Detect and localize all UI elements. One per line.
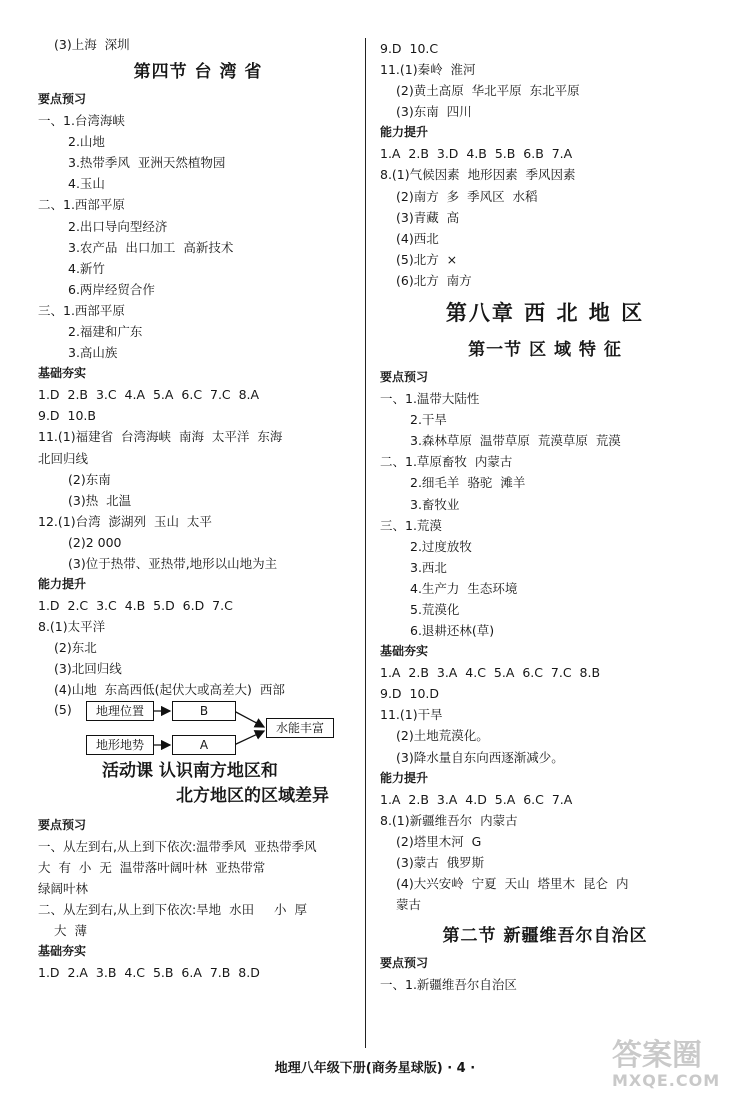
- activity-title-line1: 活动课 认识南方地区和: [102, 760, 278, 781]
- answer-line: 大 薄: [54, 922, 87, 938]
- answer-line: 1.A 2.B 3.A 4.D 5.A 6.C 7.A: [380, 791, 573, 807]
- box-a: A: [172, 735, 236, 755]
- answer-line: (2)土地荒漠化。: [396, 728, 489, 744]
- answer-line: 1.D 2.B 3.C 4.A 5.A 6.C 7.C 8.A: [38, 387, 260, 403]
- answer-line: (4)山地 东高西低(起伏大或高差大) 西部: [54, 682, 285, 698]
- answer-line: 北回归线: [38, 450, 89, 466]
- answer-line: 5.荒漠化: [410, 601, 460, 617]
- answer-line: (2)东南: [68, 471, 111, 487]
- answer-line: 一、1.新疆维吾尔自治区: [380, 977, 517, 993]
- arrow-line: [234, 731, 264, 745]
- answer-line: 1.A 2.B 3.D 4.B 5.B 6.B 7.A: [380, 146, 573, 162]
- answer-line: (2)黄土高原 华北平原 东北平原: [396, 83, 580, 99]
- answer-line: 8.(1)新疆维吾尔 内蒙古: [380, 812, 518, 828]
- answer-line: 一、1.温带大陆性: [380, 391, 480, 407]
- answer-line: (2)南方 多 季风区 水稻: [396, 188, 538, 204]
- answer-line: (3)热 北温: [68, 492, 132, 508]
- answer-line: 大 有 小 无 温带落叶阔叶林 亚热带常: [38, 859, 266, 875]
- watermark-url: MXQE.COM: [612, 1071, 721, 1090]
- subheading: 基础夯实: [380, 644, 429, 659]
- answer-line: 11.(1)秦岭 淮河: [380, 62, 476, 78]
- flow-diagram: [38, 701, 358, 759]
- subheading: 要点预习: [38, 817, 87, 832]
- box-geographic-location: 地理位置: [86, 701, 154, 721]
- answer-line: (3)位于热带、亚热带,地形以山地为主: [68, 555, 278, 571]
- box-b: B: [172, 701, 236, 721]
- section-title: 第四节 台 湾 省: [133, 62, 263, 83]
- subheading: 基础夯实: [38, 944, 87, 958]
- answer-line: 3.畜牧业: [410, 496, 460, 512]
- answer-line: (4)西北: [396, 230, 439, 246]
- answer-line: 4.生产力 生态环境: [410, 580, 518, 596]
- subheading: 能力提升: [380, 125, 429, 140]
- answer-line: (3)青藏 高: [396, 209, 460, 225]
- answer-line: 1.D 2.C 3.C 4.B 5.D 6.D 7.C: [38, 598, 233, 614]
- answer-line: 8.(1)气候因素 地形因素 季风因素: [380, 167, 576, 183]
- answer-line: 绿阔叶林: [38, 880, 89, 896]
- answer-line: (6)北方 南方: [396, 272, 472, 288]
- answer-line: 3.森林草原 温带草原 荒漠草原 荒漠: [410, 433, 621, 449]
- answer-line: (2)塔里木河 G: [396, 833, 482, 849]
- answer-line: 一、1.台湾海峡: [38, 113, 125, 129]
- answer-line: 一、从左到右,从上到下依次:温带季风 亚热带季风: [38, 838, 317, 854]
- answer-line: 三、1.荒漠: [380, 517, 442, 533]
- answer-line: 4.玉山: [68, 176, 105, 192]
- watermark-logo: [612, 1040, 720, 1090]
- answer-line: 8.(1)太平洋: [38, 619, 106, 635]
- answer-line: 6.两岸经贸合作: [68, 281, 155, 297]
- answer-line: 二、1.西部平原: [38, 197, 125, 213]
- section-title: 第二节 新疆维吾尔自治区: [442, 926, 648, 947]
- answer-line: (3)降水量自东向西逐渐减少。: [396, 749, 564, 765]
- box-hydropower: 水能丰富: [266, 718, 334, 738]
- box-terrain: 地形地势: [86, 735, 154, 755]
- answer-line: 1.D 2.A 3.B 4.C 5.B 6.A 7.B 8.D: [38, 965, 260, 980]
- answer-line: 蒙古: [396, 897, 422, 913]
- subheading: 要点预习: [380, 370, 429, 385]
- watermark-text: 答案圈: [612, 1038, 702, 1073]
- answer-line: (2)2 000: [68, 534, 122, 550]
- subheading: 要点预习: [38, 92, 87, 107]
- answer-line: 2.福建和广东: [68, 324, 143, 340]
- right-column: [380, 38, 710, 995]
- answer-line: 1.A 2.B 3.A 4.C 5.A 6.C 7.C 8.B: [380, 665, 601, 681]
- answer-line: 三、1.西部平原: [38, 302, 125, 318]
- answer-line: 4.新竹: [68, 260, 105, 276]
- activity-title-line2: 北方地区的区域差异: [176, 785, 329, 806]
- answer-line: 11.(1)干旱: [380, 707, 443, 723]
- arrow-line: [234, 711, 264, 727]
- answer-line: (4)大兴安岭 宁夏 天山 塔里木 昆仑 内: [396, 876, 629, 891]
- answer-line: 2.过度放牧: [410, 538, 472, 554]
- chapter-title: 第八章 西 北 地 区: [445, 301, 645, 326]
- answer-line: (2)东北: [54, 640, 97, 656]
- answer-line: 9.D 10.D: [380, 686, 440, 702]
- subheading: 能力提升: [38, 577, 87, 592]
- answer-line: (5): [54, 701, 72, 717]
- answer-line: 3.热带季风 亚洲天然植物园: [68, 155, 226, 171]
- answer-line: 9.D 10.B: [38, 408, 96, 424]
- answer-line: 3.农产品 出口加工 高新技术: [68, 239, 234, 255]
- left-column: [38, 34, 358, 983]
- page-footer: 地理八年级下册(商务星球版) · 4 ·: [274, 1061, 476, 1076]
- answer-line: 12.(1)台湾 澎湖列 玉山 太平: [38, 513, 212, 529]
- answer-line: 2.山地: [68, 134, 105, 150]
- answer-line: 6.退耕还林(草): [410, 623, 495, 639]
- answer-line: (3)上海 深圳: [54, 37, 130, 52]
- subheading: 要点预习: [380, 956, 429, 971]
- column-divider: [365, 38, 366, 1048]
- section-title: 第一节 区 域 特 征: [468, 340, 622, 361]
- answer-line: 二、1.草原畜牧 内蒙古: [380, 454, 513, 470]
- answer-line: 2.干旱: [410, 412, 447, 428]
- answer-line: (5)北方 ×: [396, 251, 458, 267]
- answer-line: 11.(1)福建省 台湾海峡 南海 太平洋 东海: [38, 429, 283, 445]
- answer-line: 3.高山族: [68, 345, 118, 361]
- subheading: 能力提升: [380, 770, 429, 785]
- answer-line: 3.西北: [410, 559, 447, 575]
- answer-line: 2.细毛羊 骆驼 滩羊: [410, 475, 526, 491]
- answer-line: 2.出口导向型经济: [68, 218, 168, 234]
- answer-line: (3)蒙古 俄罗斯: [396, 854, 485, 870]
- answer-line: (3)东南 四川: [396, 104, 472, 120]
- answer-line: 9.D 10.C: [380, 41, 439, 56]
- answer-line: (3)北回归线: [54, 661, 122, 677]
- subheading: 基础夯实: [38, 366, 87, 381]
- answer-line: 二、从左到右,从上到下依次:旱地 水田 小 厚: [38, 901, 307, 917]
